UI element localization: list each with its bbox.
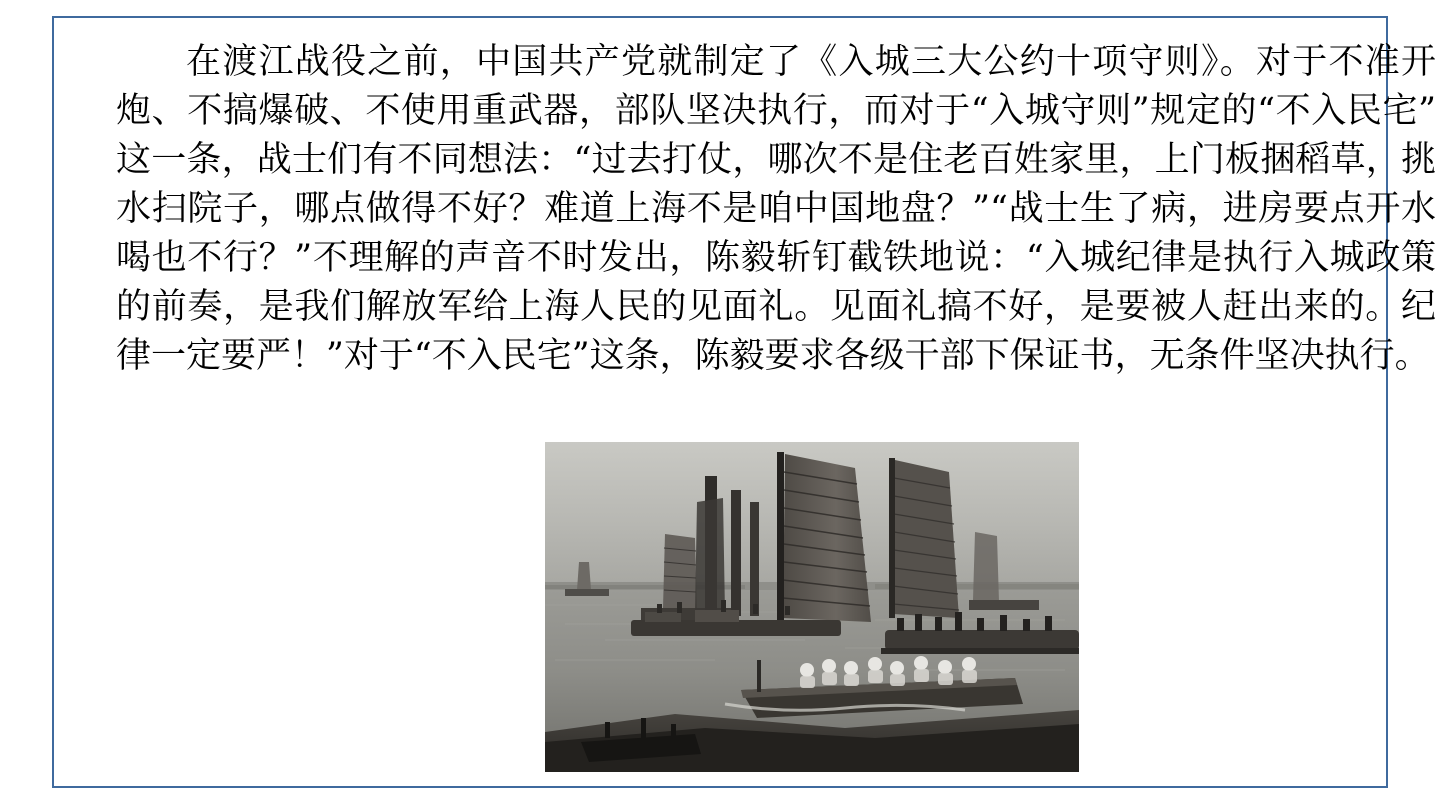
slide-body-paragraph: 在渡江战役之前，中国共产党就制定了《入城三大公约十项守则》。对于不准开炮、不搞爆破、不使用重武器，部队坚决执行，而对于“入城守则”规定的“不入民宅”这一条，战士们有不同想法：“过去打仗，哪次不是住老百姓家里，上门板捆稻草，挑水扫院子，哪点做得不好？难道上海不是咱中国地盘？”“战士生了病，进房要点开水喝也不行？”不理解的声音不时发出，陈毅斩钉截铁地说：“入城纪律是执行入城政策的前奏，是我们解放军给上海人民的见面礼。见面礼搞不好，是要被人赶出来的。纪律一定要严！”对于“不入民宅”这条，陈毅要求各级干部下保证书，无条件坚决执行。: [116, 42, 1436, 376]
slide-border-frame: [52, 16, 1436, 788]
historical-photo-junk-boats-river: [545, 442, 1079, 772]
